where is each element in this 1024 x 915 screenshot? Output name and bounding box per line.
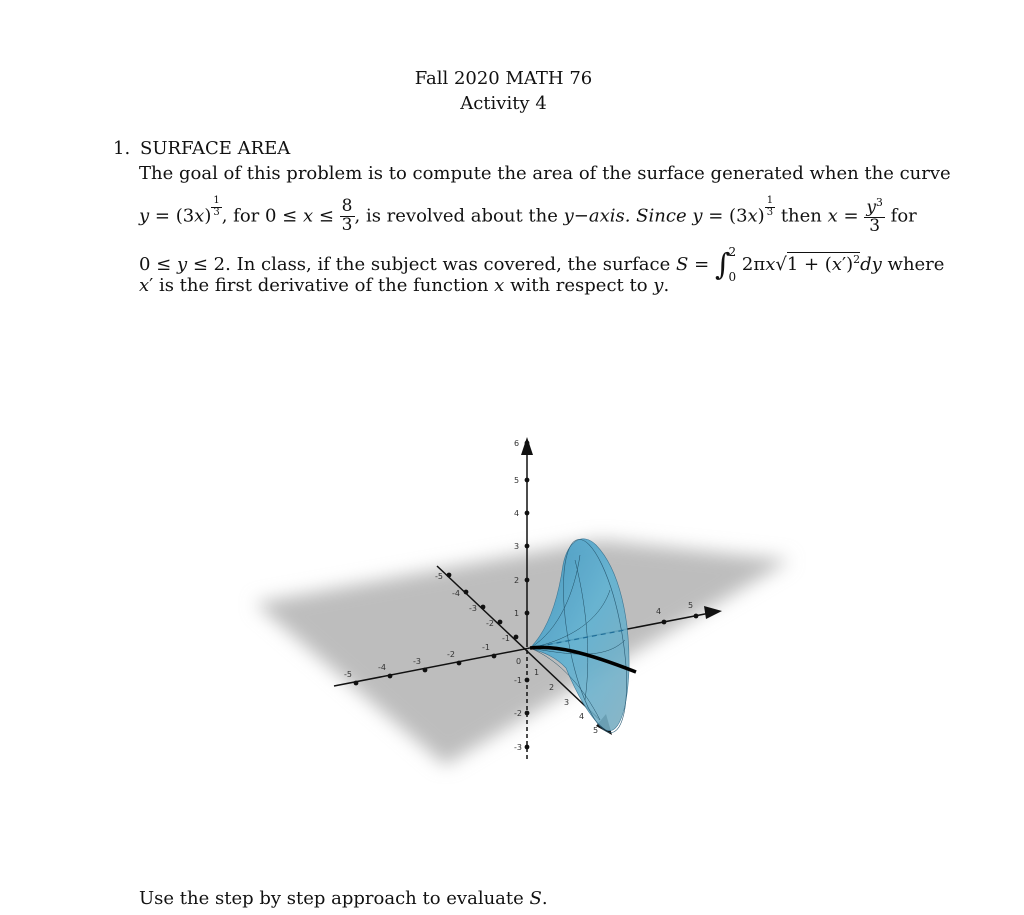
footer-instruction: Use the step by step approach to evaluate S.: [139, 888, 548, 909]
axis-text: y−axis. Since: [563, 205, 687, 227]
y-tick-dot: [481, 605, 486, 610]
z-tick-label: -2: [514, 709, 522, 718]
problem-line-4: x′ is the first derivative of the function x with respect to y.: [139, 275, 670, 296]
y-tick-label: 2: [549, 683, 555, 692]
z-tick-dot: [525, 544, 530, 549]
y-tick-label: -5: [435, 572, 443, 581]
y-tick-label: -1: [502, 634, 510, 643]
wrt-text: with respect to: [510, 275, 648, 296]
y-tick-dot: [498, 620, 503, 625]
x-tick-label: -2: [447, 650, 455, 659]
z-tick-label: 3: [514, 542, 520, 551]
x-tick-label: 5: [688, 601, 694, 610]
y-tick-dot: [447, 573, 452, 578]
x-tick-dot: [457, 661, 462, 666]
y-tick-label: -2: [486, 619, 494, 628]
x-tick-dot: [492, 654, 497, 659]
z-tick-label: -1: [514, 676, 522, 685]
origin-label: 0: [516, 657, 522, 666]
z-axis-arrow: [521, 437, 533, 455]
x-axis-arrow: [704, 606, 722, 619]
z-tick-dot: [525, 711, 530, 716]
x-tick-label: -1: [482, 643, 490, 652]
y-tick-dot: [464, 590, 469, 595]
z-tick-label: 1: [514, 609, 520, 618]
y-tick-label: 5: [593, 726, 599, 735]
y-tick-label: 4: [579, 712, 585, 721]
x-tick-dot: [354, 681, 359, 686]
where-text: where: [887, 254, 945, 276]
then-text: then: [780, 205, 822, 227]
z-tick-dot: [525, 745, 530, 750]
course-title: Fall 2020 MATH 76: [414, 68, 593, 89]
z-tick-label: 4: [514, 509, 520, 518]
x-tick-dot: [662, 620, 667, 625]
y-tick-dot: [514, 635, 519, 640]
problem-line-2: y = (3x) $\frac{1}{3}$ , for 0 ≤ x ≤ $\frac{8}{3}$ , is revolved about the y−axis. Since y = (3x) $\frac{1}{3}$ then x = $\frac{y^3}{3}$ for: [139, 195, 917, 237]
z-tick-dot: [525, 441, 530, 446]
z-tick-dot: [525, 578, 530, 583]
x-tick-dot: [694, 614, 699, 619]
xy-plane: [255, 540, 790, 765]
x-tick-dot: [388, 674, 393, 679]
activity-title: Activity 4: [460, 93, 547, 114]
for-text: for: [890, 205, 917, 227]
z-tick-label: 5: [514, 476, 520, 485]
y-tick-label: -3: [469, 604, 477, 613]
x-tick-dot: [423, 668, 428, 673]
x-tick-label: 4: [656, 607, 662, 616]
problem-number: 1.: [113, 138, 131, 159]
z-tick-dot: [525, 511, 530, 516]
y-tick-label: -4: [452, 589, 460, 598]
z-tick-label: 6: [514, 439, 520, 448]
footer-text: Use the step by step approach to evaluate: [139, 888, 524, 909]
z-tick-dot: [525, 678, 530, 683]
problem-intro: The goal of this problem is to compute the area of the surface generated when the curve: [139, 163, 951, 184]
problem-line-3: 0 ≤ y ≤ 2. In class, if the subject was covered, the surface S = ∫ 2 0 $2\pi x√1 + (x')^2dy$ where: [139, 245, 945, 285]
problem-title: SURFACE AREA: [140, 138, 291, 159]
z-tick-dot: [525, 611, 530, 616]
revolved-text: is revolved about the: [365, 205, 558, 227]
x-tick-label: -5: [344, 670, 352, 679]
x-tick-label: -3: [413, 657, 421, 666]
z-tick-dot: [525, 478, 530, 483]
z-tick-label: 2: [514, 576, 520, 585]
class-text: In class, if the subject was covered, the surface: [236, 254, 671, 276]
y-tick-label: 1: [534, 668, 540, 677]
x-tick-label: -4: [378, 663, 386, 672]
derivative-text: is the first derivative of the function: [158, 275, 489, 296]
z-tick-label: -3: [514, 743, 522, 752]
y-tick-label: 3: [564, 698, 570, 707]
